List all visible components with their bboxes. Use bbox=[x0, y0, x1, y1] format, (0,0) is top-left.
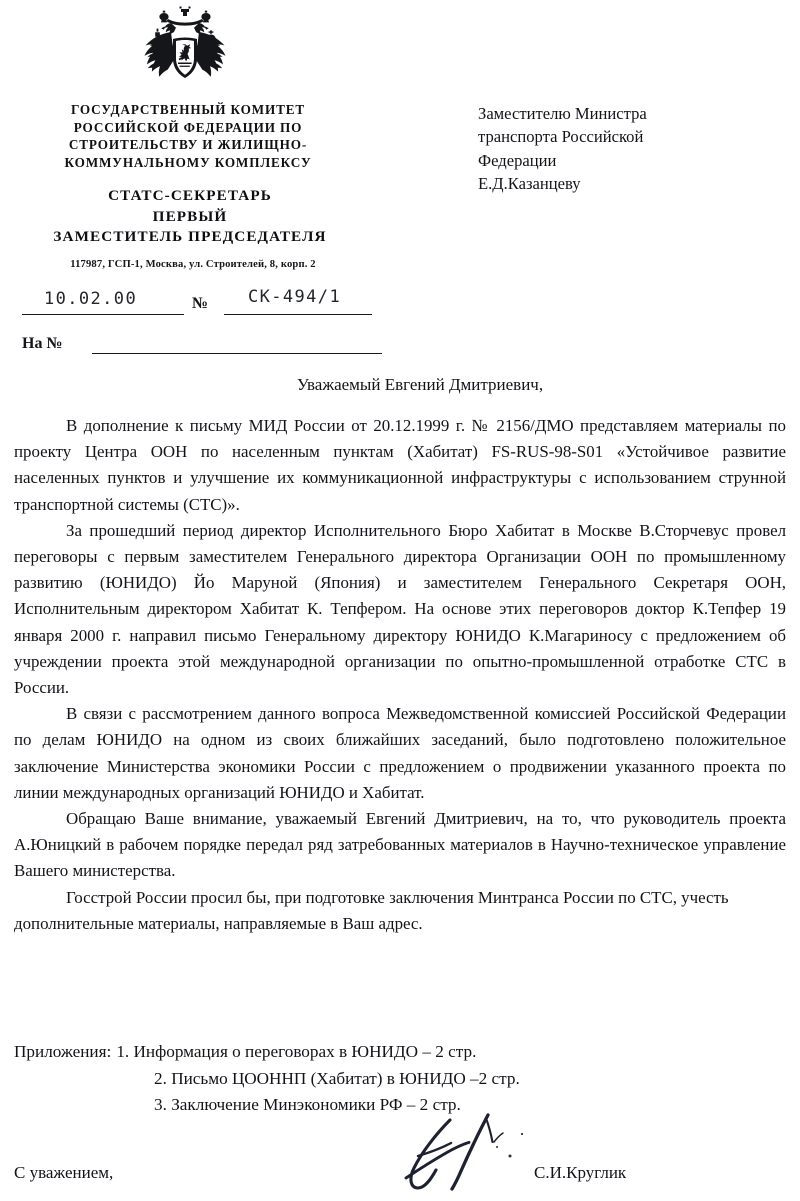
letter-number-value: СК-494/1 bbox=[248, 287, 342, 307]
addressee-line: Е.Д.Казанцеву bbox=[478, 174, 581, 194]
attachments-label: Приложения: bbox=[14, 1042, 112, 1061]
letterhead-title bbox=[30, 186, 350, 248]
letterhead-title-line: ЗАМЕСТИТЕЛЬ ПРЕДСЕДАТЕЛЯ bbox=[53, 228, 327, 245]
salutation-text: Уважаемый Евгений Дмитриевич, bbox=[296, 375, 544, 394]
letterhead-title-line: ПЕРВЫЙ bbox=[152, 207, 228, 225]
letterhead-org-line: ГОСУДАРСТВЕННЫЙ КОМИТЕТ bbox=[70, 102, 306, 117]
addressee-line: Заместителю Министра bbox=[478, 104, 647, 123]
letterhead-org-line: РОССИЙСКОЙ ФЕДЕРАЦИИ ПО bbox=[73, 119, 303, 135]
reply-to-number-label: На № bbox=[22, 335, 63, 352]
body-paragraph: В связи с рассмотрением данного вопроса Межведомственной комиссией Российской Федерации по делам ЮНИДО на одном из своих ближайших заседаний, было подготовлено положительное заключение Министерства экономики России с предложением о продвижении указанного проекта по линии международных организаций ЮНИДО и Хабитат. bbox=[14, 704, 786, 802]
attachment-row bbox=[14, 1066, 714, 1093]
signatory-name: С.И.Круглик bbox=[534, 1163, 627, 1182]
letter-date-value: 10.02.00 bbox=[44, 289, 138, 309]
letter-number-rule bbox=[224, 314, 372, 315]
letterhead-org-line: СТРОИТЕЛЬСТВУ И ЖИЛИЩНО- bbox=[68, 137, 308, 153]
addressee-line: Федерации bbox=[478, 150, 557, 170]
signature-closing: С уважением, bbox=[14, 1163, 114, 1182]
number-symbol: № bbox=[192, 295, 209, 312]
letterhead-organization bbox=[38, 101, 338, 171]
body-paragraph: В дополнение к письму МИД России от 20.12.1999 г. № 2156/ДМО представляем материалы по проекту Центра ООН по населенным пунктам (Хабитат) FS-RUS-98-S01 «Устойчивое развитие населенных пунктов и улучшение их коммуникационной инфраструктуры с использованием струнной транспортной системы (СТС)». bbox=[14, 416, 786, 514]
body-paragraph: Обращаю Ваше внимание, уважаемый Евгений Дмитриевич, на то, что руководитель проекта А.Юницкий в рабочем порядке передал ряд затребованных материалов в Научно-техническое управление Вашего министерства. bbox=[14, 809, 786, 881]
reply-to-number-rule bbox=[92, 353, 382, 354]
letter-body bbox=[14, 413, 786, 937]
salutation bbox=[0, 375, 800, 395]
letterhead-org-line: КОММУНАЛЬНОМУ КОМПЛЕКСУ bbox=[64, 154, 312, 170]
attachment-item: 1. Информация о переговорах в ЮНИДО – 2 стр. bbox=[116, 1042, 477, 1061]
letter-date-rule bbox=[22, 314, 184, 315]
attachment-item: 2. Письмо ЦООННП (Хабитат) в ЮНИДО –2 стр. bbox=[154, 1068, 520, 1088]
reference-block bbox=[22, 281, 382, 352]
letterhead-title-line: СТАТС-СЕКРЕТАРЬ bbox=[108, 187, 272, 204]
addressee-block bbox=[478, 102, 778, 196]
attachment-item: 3. Заключение Минэкономики РФ – 2 стр. bbox=[154, 1095, 461, 1114]
body-paragraph: Госстрой России просил бы, при подготовке заключения Минтранса России по СТС, учесть дополнительные материалы, направляемые в Ваш адрес. bbox=[14, 887, 729, 933]
attachment-row bbox=[14, 1092, 714, 1119]
attachments-block bbox=[14, 1039, 714, 1119]
addressee-line: транспорта Российской bbox=[478, 127, 644, 147]
russian-coat-of-arms-icon bbox=[131, 6, 239, 98]
body-paragraph: За прошедший период директор Исполнительного Бюро Хабитат в Москве В.Сторчевус провел переговоры с первым заместителем Генерального директора Организации ООН по промышленному развитию (ЮНИДО) Йо Маруной (Япония) и заместителем Генерального Секретаря ООН, Исполнительным директором Хабитат К. Тепфером. На основе этих переговоров доктор К.Тепфер 19 января 2000 г. направил письмо Генеральному директору ЮНИДО К.Магариносу с предложением об учреждении проекта этой международной организации по опытно-промышленной отработке СТС в России. bbox=[14, 520, 786, 698]
handwritten-signature-icon bbox=[386, 1112, 566, 1196]
attachments-first-row bbox=[14, 1039, 714, 1066]
letterhead-postal-address: 117987, ГСП-1, Москва, ул. Строителей, 8, корп. 2 bbox=[70, 259, 316, 270]
